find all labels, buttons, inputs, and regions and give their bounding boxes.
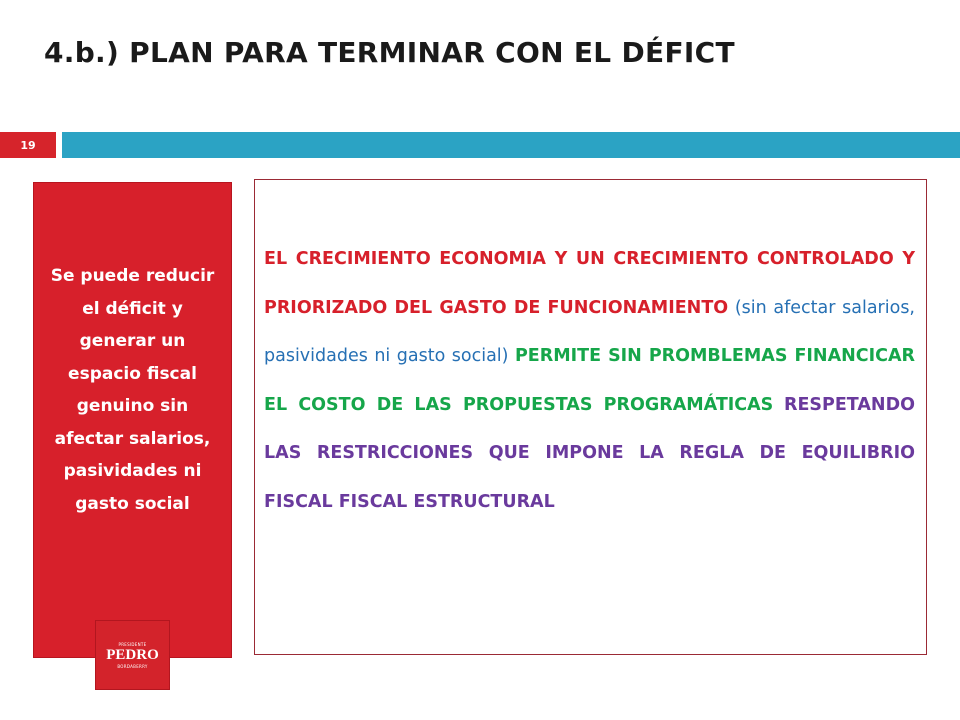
logo-bottom-text: BORDABERRY	[117, 663, 148, 669]
slide-number: 19	[0, 132, 56, 158]
content-text-blue: (sin afectar salarios, pasividades ni gasto social)	[264, 297, 915, 366]
summary-text: Se puede reducir el déficit y generar un espacio fiscal genuino sin afectar salarios, pasividades ni gasto social	[50, 266, 215, 514]
header-bar	[62, 132, 960, 158]
content-text-green: PERMITE SIN PROMBLEMAS FINANCICAR EL COSTO DE LAS PROPUESTAS PROGRAMÁTICAS	[264, 346, 915, 415]
summary-panel	[33, 182, 232, 658]
logo-top-text: PRESIDENTE	[118, 641, 147, 647]
content-text	[264, 235, 915, 526]
content-panel	[254, 179, 927, 655]
slide-title: 4.b.) PLAN PARA TERMINAR CON EL DÉFICT	[44, 36, 735, 69]
content-text-purple: RESPETANDO LAS RESTRICCIONES QUE IMPONE LA REGLA DE EQUILIBRIO FISCAL FISCAL ESTRUCTURAL	[264, 394, 915, 512]
content-text-red: EL CRECIMIENTO ECONOMIA Y UN CRECIMIENTO CONTROLADO Y PRIORIZADO DEL GASTO DE FUNCIONAMIENTO	[264, 249, 915, 318]
logo-name-text: PEDRO	[106, 646, 159, 663]
candidate-logo	[95, 620, 170, 690]
